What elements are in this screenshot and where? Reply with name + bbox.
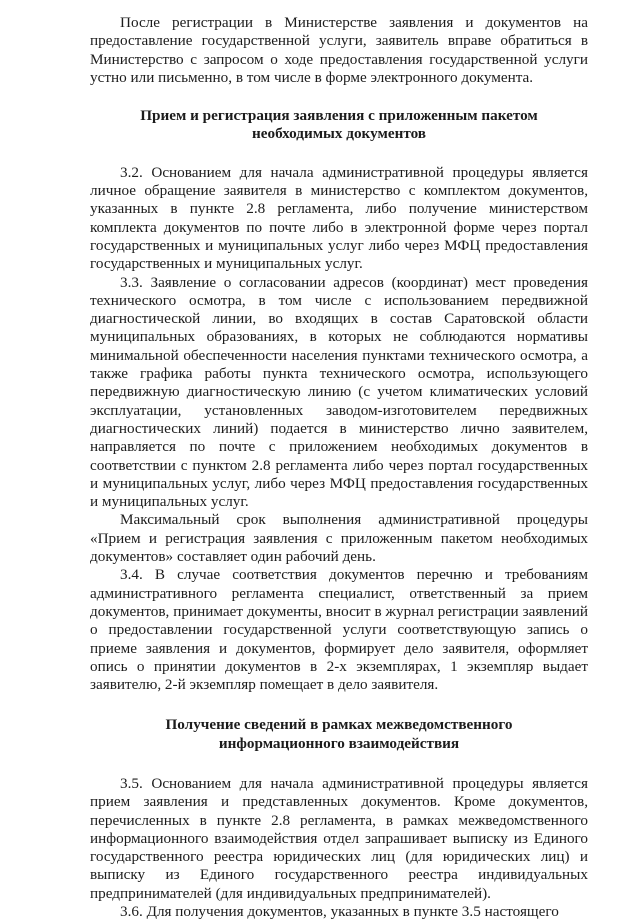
paragraph-3-2: 3.2. Основанием для начала административной процедуры является личное обращение заявителя в министерство с комплектом документов, указанных в пункте 2.8 регламента, либо получение министерством комплекта документов по почте либо в электронной форме через портал государственных и муниципальных услуг либо через МФЦ предоставления государственных и муниципальных услуг. xyxy=(90,163,588,273)
section-heading-line: Получение сведений в рамках межведомственного xyxy=(165,716,513,734)
spacer xyxy=(90,144,588,164)
spacer xyxy=(90,87,588,107)
spacer xyxy=(90,694,588,716)
section-heading-interagency xyxy=(90,716,588,753)
paragraph-3-6: 3.6. Для получения документов, указанных в пункте 3.5 настоящего xyxy=(120,903,559,921)
document-body xyxy=(90,14,588,921)
paragraph-3-3: 3.3. Заявление о согласовании адресов (координат) мест проведения технического осмотра, в том числе с использованием передвижной диагностической линии, во входящих в состав Саратовской области муниципальных образованиях, в которых не соблюдаются нормативы минимальной обеспеченности населения пунктами технического осмотра, а также графика работы пункта технического осмотра, использующего передвижную диагностическую линию (с учетом климатических условий эксплуатации, установленных заводом-изготовителем передвижных диагностических линий) подается в министерство лично заявителем, направляется по почте с приложением необходимых документов в соответствии с пунктом 2.8 регламента либо через портал государственных и муниципальных услуг, либо через МФЦ предоставления государственных и муниципальных услуг. xyxy=(90,273,588,511)
paragraph-max-term: Максимальный срок выполнения административной процедуры «Прием и регистрация заявления с приложенным пакетом необходимых документов» составляет один рабочий день. xyxy=(90,511,588,566)
section-heading-line: информационного взаимодействия xyxy=(218,734,460,752)
section-heading-line: Прием и регистрация заявления с приложенным пакетом xyxy=(140,107,538,125)
paragraph-3-5: 3.5. Основанием для начала административной процедуры является прием заявления и представленных документов. Кроме документов, перечисленных в пункте 2.8 регламента, в рамках межведомственного информационного взаимодействия отдел запрашивает выписку из Единого государственного реестра юридических лиц (для юридических лиц) и выписку из Единого государственного реестра индивидуальных предпринимателей (для индивидуальных предпринимателей). xyxy=(90,774,588,902)
intro-paragraph: После регистрации в Министерстве заявления и документов на предоставление государственной услуги, заявитель вправе обратиться в Министерство с запросом о ходе предоставления государственной услуги устно или письменно, в том числе в форме электронного документа. xyxy=(90,14,588,86)
spacer xyxy=(90,753,588,775)
section-heading-reception xyxy=(90,107,588,144)
section-heading-line: необходимых документов xyxy=(251,125,427,143)
paragraph-3-4: 3.4. В случае соответствия документов перечню и требованиям административного регламента специалист, ответственный за прием документов, принимает документы, вносит в журнал регистрации заявлений о предоставлении государственной услуги соответствующую запись о приеме заявления и документов, формирует дело заявителя, оформляет опись о принятии документов в 2-х экземплярах, 1 экземпляр выдает заявителю, 2-й экземпляр помещает в дело заявителя. xyxy=(90,566,588,694)
